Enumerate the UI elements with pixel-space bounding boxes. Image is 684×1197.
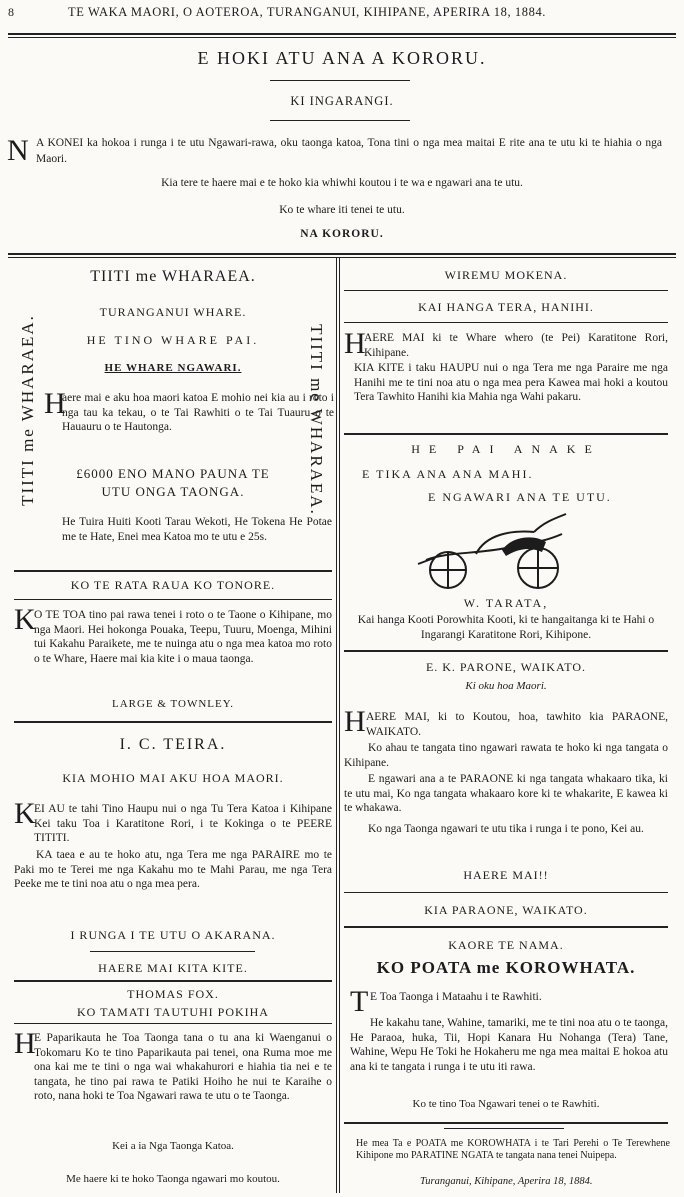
- divider: [344, 322, 668, 323]
- divider: [14, 570, 332, 572]
- teira-body: EI AU te tahi Tino Haupu nui o nga Tu Tera Katoa i Kihipane Kei taku Toa i Karatitone Rori, i te Kokinga o te PEERE TITITI.: [34, 803, 332, 844]
- divider: [90, 951, 255, 952]
- tarata-name: W. TARATA,: [463, 596, 549, 610]
- divider: [344, 650, 668, 652]
- drop-cap: H: [14, 1027, 36, 1060]
- divider: [14, 599, 332, 600]
- drop-cap: N: [7, 134, 29, 167]
- masthead-header: TE WAKA MAORI, O AOTEROA, TURANGANUI, KIHIPANE, APERIRA 18, 1884.: [68, 5, 547, 19]
- notice-title: E HOKI ATU ANA A KORORU.: [197, 48, 487, 68]
- imprint-dateline: Turanganui, Kihipane, Aperira 18, 1884.: [420, 1176, 593, 1187]
- carriage-illustration: [416, 512, 586, 592]
- parone-footer: HAERE MAI!!: [463, 868, 549, 882]
- drop-cap: K: [14, 603, 36, 636]
- notice-line: Kia tere te haere mai e te hoko kia whiwhi koutou i te wa e ngawari ana te utu.: [161, 177, 523, 189]
- tarata-line: E TIKA ANA ANA MAHI.: [362, 467, 534, 481]
- titi-price: UTU ONGA TAONGA.: [101, 484, 245, 499]
- side-title-right: TIITI me WHARAEA.: [307, 324, 326, 516]
- rata-body: O TE TOA tino pai rawa tenei i roto o te Taone o Kihipane, mo nga Maori. Hei hokonga Pouaka, Teepu, Tuuru, Moenga, Mihini tui Kakahu Paraikete, me te nuinga atu o nga mea katoa mo roto o te Whare, Haere mai kia kite i o maua taonga.: [34, 609, 332, 665]
- divider: [270, 80, 410, 81]
- notice-signature: NA KORORU.: [300, 228, 384, 240]
- fox-line: Kei a ia Nga Taonga Katoa.: [112, 1140, 234, 1152]
- parone-body: E ngawari ana a te PARAONE ki nga tangata whakaaro tika, ki te utu mai, Ko nga tangata whakaaro kore ki te whakarite, E kawea ki te whakawa.: [344, 773, 668, 814]
- fox-subtitle: KO TAMATI TAUTUHI POKIHA: [77, 1005, 269, 1019]
- poata-footer: Ko te tino Toa Ngawari tenei o te Rawhiti.: [412, 1098, 600, 1110]
- divider: [270, 120, 410, 121]
- tarata-line: E NGAWARI ANA TE UTU.: [428, 490, 612, 504]
- mokena-subtitle: KAI HANGA TERA, HANIHI.: [418, 300, 594, 314]
- section-rule-thin: [8, 257, 676, 258]
- notice-body: A KONEI ka hokoa i runga i te utu Ngawari-rawa, oku taonga katoa, Tona tini o nga mea maitai E rite ana te utu ki te hiahia o nga Maori.: [36, 137, 662, 165]
- drop-cap: H: [44, 387, 66, 420]
- column-divider: [336, 258, 337, 1193]
- tarata-line: HE PAI ANAKE: [411, 442, 601, 456]
- drop-cap: H: [344, 327, 366, 360]
- teira-title: I. C. TEIRA.: [119, 736, 227, 753]
- fox-body: E Paparikauta he Toa Taonga tana o tu ana ki Waenganui o Tokomaru Ko te tino Paparikauta pai tenei, ona Ruma moe me ona kai me te tini o nga wai whakahurori e hiahia tia nei e te tangata, he tino pai rawa te Patiki Hoiho he nui te Karaihe o roto, nana hoki te Toa Ngawari rawa te utu o te Taonga.: [34, 1032, 332, 1102]
- titi-list: He Tuira Huiti Kooti Tarau Wekoti, He Tokena He Potae me te Hate, Enei mea Katoa mo te utu e 25s.: [62, 516, 332, 543]
- drop-cap: K: [14, 797, 36, 830]
- rata-title: KO TE RATA RAUA KO TONORE.: [70, 578, 276, 592]
- parone-footer: KIA PARAONE, WAIKATO.: [424, 903, 588, 917]
- parone-body: Ko ahau te tangata tino ngawari rawata te hoko ki nga tangata o Kihipane.: [344, 742, 668, 769]
- parone-body: AERE MAI, ki to Koutou, hoa, tawhito kia PARAONE, WAIKATO.: [366, 711, 668, 738]
- masthead-rule-thin: [8, 37, 676, 38]
- poata-line: E Toa Taonga i Mataahu i te Rawhiti.: [370, 991, 542, 1003]
- divider: [14, 1023, 332, 1024]
- drop-cap: H: [344, 705, 366, 738]
- poata-body: He kakahu tane, Wahine, tamariki, me te tini noa atu o te taonga, He Paraoa, huka, Tii, Hopi Kanara Hu Nohanga (Tera) Tane, Wahine, Wepu He Toki he Hokaheru me nga mea maitai E hokoa atu ana ki te tangata i runga i te utu iti rawa.: [350, 1017, 668, 1073]
- column-divider: [339, 258, 340, 1193]
- teira-body: KA taea e au te hoko atu, nga Tera me nga PARAIRE mo te Paki mo te Terei me nga Kakahu mo te Mahi Parau, me nga Tera Peeke me te tini noa atu o nga mea pera.: [14, 849, 332, 890]
- divider: [344, 1122, 668, 1124]
- poata-line: KAORE TE NAMA.: [448, 938, 564, 952]
- titi-line: HE TINO WHARE PAI.: [86, 333, 260, 347]
- mokena-body: KIA KITE i taku HAUPU nui o nga Tera me nga Paraire me nga Hanihi me te tini noa atu o nga mea pera Kawea mai hoki a koutou Tera Tawhito Hanihi kia Mahia nga Wahi pakaru.: [354, 362, 668, 403]
- divider: [344, 433, 668, 435]
- titi-price: £6000 ENO MANO PAUNA TE: [76, 466, 270, 481]
- parone-body: Ko nga Taonga ngawari te utu tika i runga i te pono, Kei au.: [368, 823, 644, 835]
- fox-title: THOMAS FOX.: [127, 987, 219, 1001]
- parone-title: E. K. PARONE, WAIKATO.: [425, 660, 587, 674]
- mokena-title: WIREMU MOKENA.: [444, 268, 568, 282]
- parone-subtitle: Ki oku hoa Maori.: [465, 680, 547, 692]
- teira-subtitle: KIA MOHIO MAI AKU HOA MAORI.: [62, 771, 284, 785]
- notice-line: Ko te whare iti tenei te utu.: [279, 204, 405, 216]
- divider: [344, 926, 668, 928]
- divider: [14, 721, 332, 723]
- titi-line: HE WHARE NGAWARI.: [104, 362, 242, 374]
- masthead-rule: [8, 33, 676, 35]
- titi-body: aere mai e aku hoa maori katoa E mohio nei kia au i roto i nga tau ka tekau, o te Tai Rawhiti o te Tai Tuauru o te Hauauru o te Hautonga.: [62, 392, 334, 433]
- imprint-text: He mea Ta e POATA me KOROWHATA i te Tari Perehi o Te Terewhene Kihipone mo PARATINE NGATA te tangata nana tenei Nuipepa.: [356, 1138, 670, 1161]
- titi-line: TURANGANUI WHARE.: [99, 305, 247, 319]
- divider: [14, 980, 332, 982]
- divider: [344, 290, 668, 291]
- titi-title: TIITI me WHARAEA.: [90, 268, 256, 285]
- section-rule: [8, 253, 676, 255]
- rata-signature: LARGE & TOWNLEY.: [111, 698, 235, 710]
- divider: [444, 1128, 564, 1129]
- teira-footer: I RUNGA I TE UTU O AKARANA.: [70, 928, 276, 942]
- teira-footer: HAERE MAI KITA KITE.: [98, 961, 248, 975]
- divider: [344, 892, 668, 893]
- side-title-left: TIITI me WHARAEA.: [18, 314, 37, 506]
- fox-line: Me haere ki te hoko Taonga ngawari mo koutou.: [66, 1173, 280, 1185]
- page-number: 8: [8, 5, 14, 19]
- drop-cap: T: [350, 985, 369, 1018]
- tarata-body: Kai hanga Kooti Porowhita Kooti, ki te hangaitanga ki te Hahi o Ingarangi Karatitone Rori, Kihipone.: [357, 614, 655, 641]
- poata-title: KO POATA me KOROWHATA.: [376, 958, 636, 977]
- notice-subtitle: KI INGARANGI.: [290, 94, 394, 108]
- mokena-line: AERE MAI ki te Whare whero (te Pei) Karatitone Rori, Kihipane.: [364, 332, 668, 359]
